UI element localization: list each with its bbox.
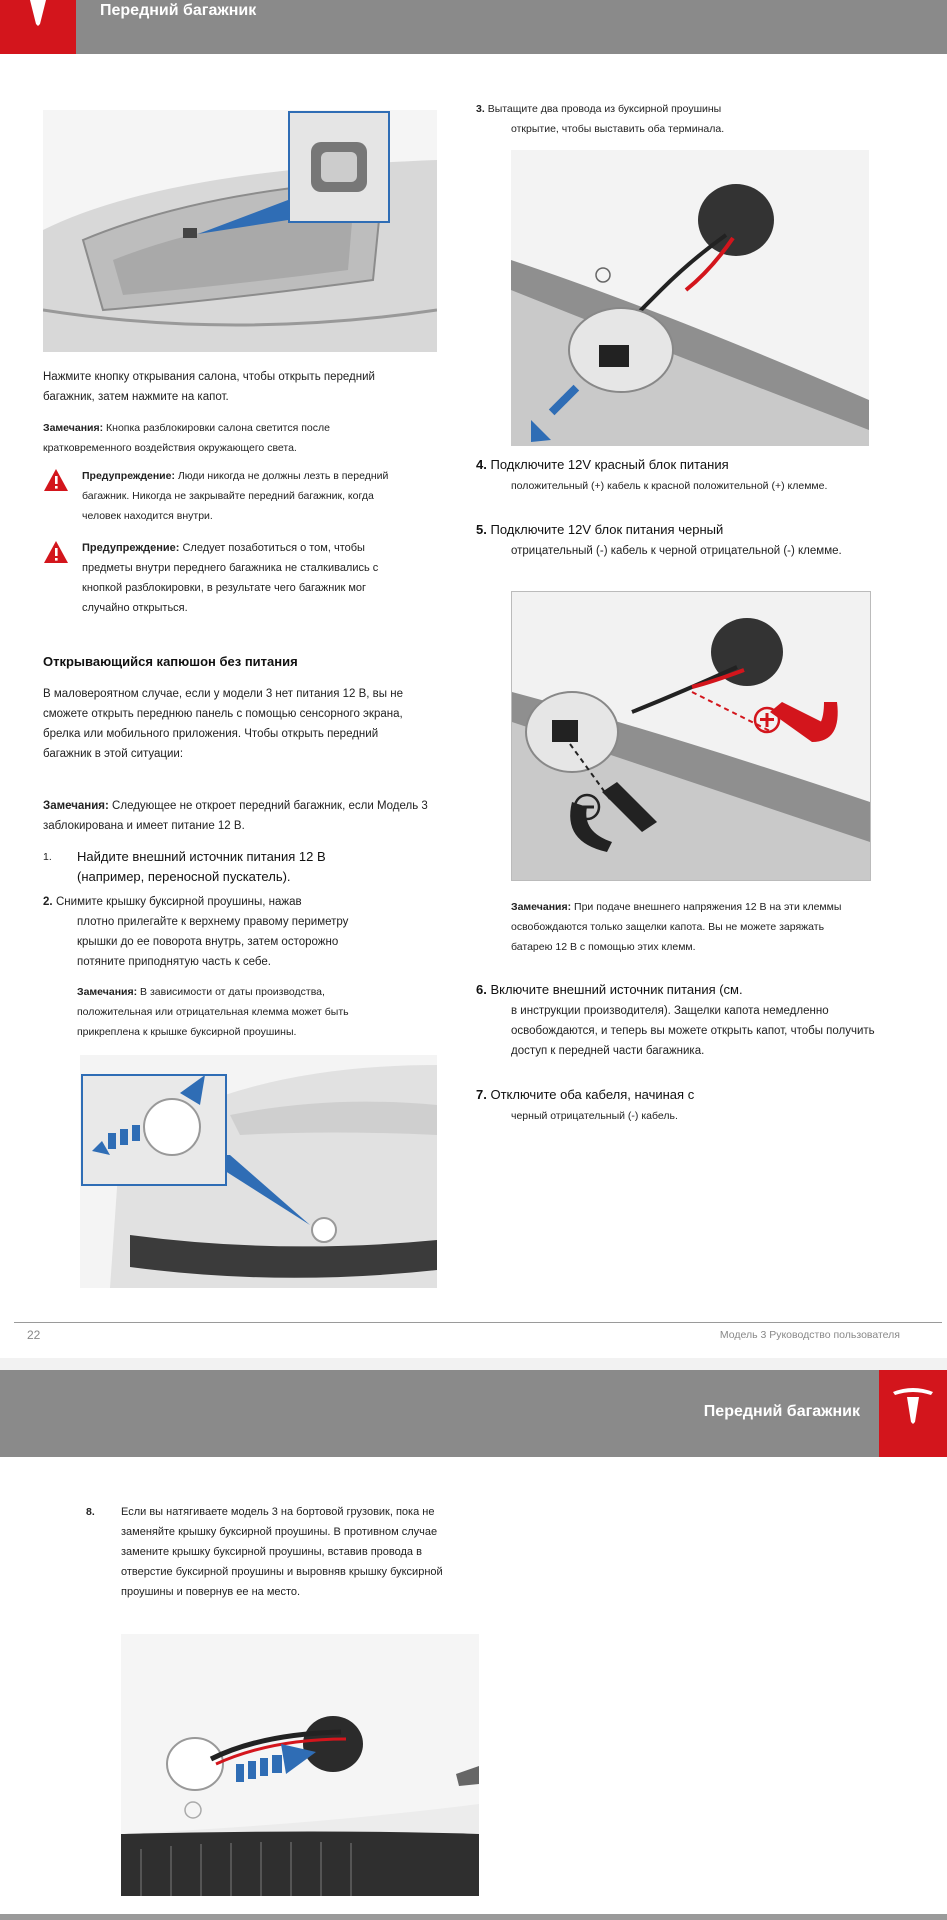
step-4-head-line [476, 455, 906, 475]
step-4-text: положительный (+) кабель к красной положительной (+) клемме. [511, 480, 828, 492]
note-4 [511, 897, 851, 957]
step-2-text: плотно прилегайте к верхнему правому периметру крышки до ее поворота внутрь, затем осторожно потяните приподнятую часть к себе. [77, 916, 349, 968]
page2-title: Передний багажник [703, 1403, 860, 1420]
step-6-text: в инструкции производителя). Защелки капота немедленно освобождаются, и теперь вы можете открыть капот, чтобы получить доступ к передней части багажника. [511, 1005, 875, 1057]
note-1-label: Замечания: [43, 422, 104, 434]
step-2-number: 2. [43, 896, 53, 908]
warning-2-text: Следует позаботиться о том, чтобы предметы внутри переднего багажника не сталкивались с кнопкой разблокировки, в результате чего багажник мог случайно открыться. [82, 542, 379, 614]
step-2-head: Снимите крышку буксирной проушины, нажав [56, 896, 302, 908]
warning-triangle-icon [43, 540, 69, 564]
step-3-text: открытие, чтобы выставить оба терминала. [511, 123, 725, 135]
tesla-logo-box [0, 0, 76, 54]
intro-text: Нажмите кнопку открывания салона, чтобы открыть передний багажник, затем нажмите на капот. [43, 371, 375, 403]
step-1-number: 1. [43, 851, 52, 863]
step-8-number: 8. [86, 1506, 95, 1518]
step-7-head-line [476, 1085, 906, 1105]
note-3-text: В зависимости от даты производства, положительная или отрицательная клемма может быть прикреплена к крышке буксирной проушины. [77, 986, 349, 1038]
step-4-number: 4. [476, 457, 487, 472]
step-7-head: Отключите оба кабеля, начиная с [490, 1087, 695, 1102]
step-6-number: 6. [476, 982, 487, 997]
note-3-label: Замечания: [77, 986, 138, 998]
step-5-number: 5. [476, 522, 487, 537]
note-2 [43, 796, 428, 836]
step-5-head: Подключите 12V блок питания черный [490, 522, 724, 537]
step-5-head-line [476, 520, 906, 540]
section-body: В маловероятном случае, если у модели 3 нет питания 12 В, вы не сможете открыть переднюю панель с помощью сенсорного экрана, брелка или мобильного приложения. Чтобы открыть передний багажник в этой ситуации: [43, 688, 403, 760]
step-5-text: отрицательный (-) кабель к черной отрицательной (-) клемме. [511, 545, 842, 557]
jumper-cables-illustration [511, 591, 871, 881]
page-number: 22 [27, 1328, 41, 1342]
step-7-number: 7. [476, 1087, 487, 1102]
note-3 [77, 982, 377, 1042]
step-6-head: Включите внешний источник питания (см. [490, 982, 743, 997]
step-3-head: Вытащите два провода из буксирной проушины [487, 103, 722, 115]
bottom-edge [0, 1914, 947, 1920]
note-4-label: Замечания: [511, 901, 572, 913]
tesla-logo-box-2 [879, 1370, 947, 1457]
note-1 [43, 418, 373, 458]
warning-1-text: Люди никогда не должны лезть в передний багажник. Никогда не закрывайте передний багажник, когда человек находится внутри. [82, 470, 389, 522]
page1-header [0, 0, 947, 54]
step-3 [476, 99, 906, 119]
tow-eye-reinstall-illustration [121, 1634, 479, 1896]
tow-eye-wires-illustration [511, 150, 869, 446]
warning-triangle-icon [43, 468, 69, 492]
note-2-label: Замечания: [43, 800, 109, 812]
step-8-text: Если вы натягиваете модель 3 на бортовой грузовик, пока не заменяйте крышку буксирной проушины. В противном случае замените крышку буксирной проушины, вставив провода в отверстие буксирной проушины и выровняв крышку буксирной проушины и повернув ее на место. [121, 1506, 443, 1598]
warning-2-label: Предупреждение: [82, 542, 180, 554]
note-1-text: Кнопка разблокировки салона светится после кратковременного воздействия окружающего света. [43, 422, 330, 454]
page-title: Передний багажник [100, 2, 257, 19]
tesla-logo-icon [0, 0, 76, 54]
tow-eye-cover-illustration [80, 1055, 437, 1288]
page2-header [0, 1370, 947, 1457]
note-2-text: Следующее не откроет передний багажник, если Модель 3 заблокирована и имеет питание 12 В. [43, 800, 428, 832]
step-6-head-line [476, 980, 906, 1000]
step-3-number: 3. [476, 103, 485, 115]
warning-1-label: Предупреждение: [82, 470, 175, 482]
footer-divider [14, 1322, 942, 1323]
section-title: Открывающийся капюшон без питания [43, 654, 298, 669]
note-4-text: При подаче внешнего напряжения 12 В на эти клеммы освобождаются только защелки капота. Вы не можете заряжать батарею 12 В с помощью этих клемм. [511, 901, 842, 953]
frunk-illustration [43, 110, 437, 352]
step-1-text: Найдите внешний источник питания 12 В (например, переносной пускатель). [77, 849, 326, 884]
step-4-head: Подключите 12V красный блок питания [490, 457, 729, 472]
tesla-logo-icon [879, 1370, 947, 1457]
step-7-text: черный отрицательный (-) кабель. [511, 1110, 678, 1122]
footer-title: Модель 3 Руководство пользователя [719, 1329, 900, 1341]
